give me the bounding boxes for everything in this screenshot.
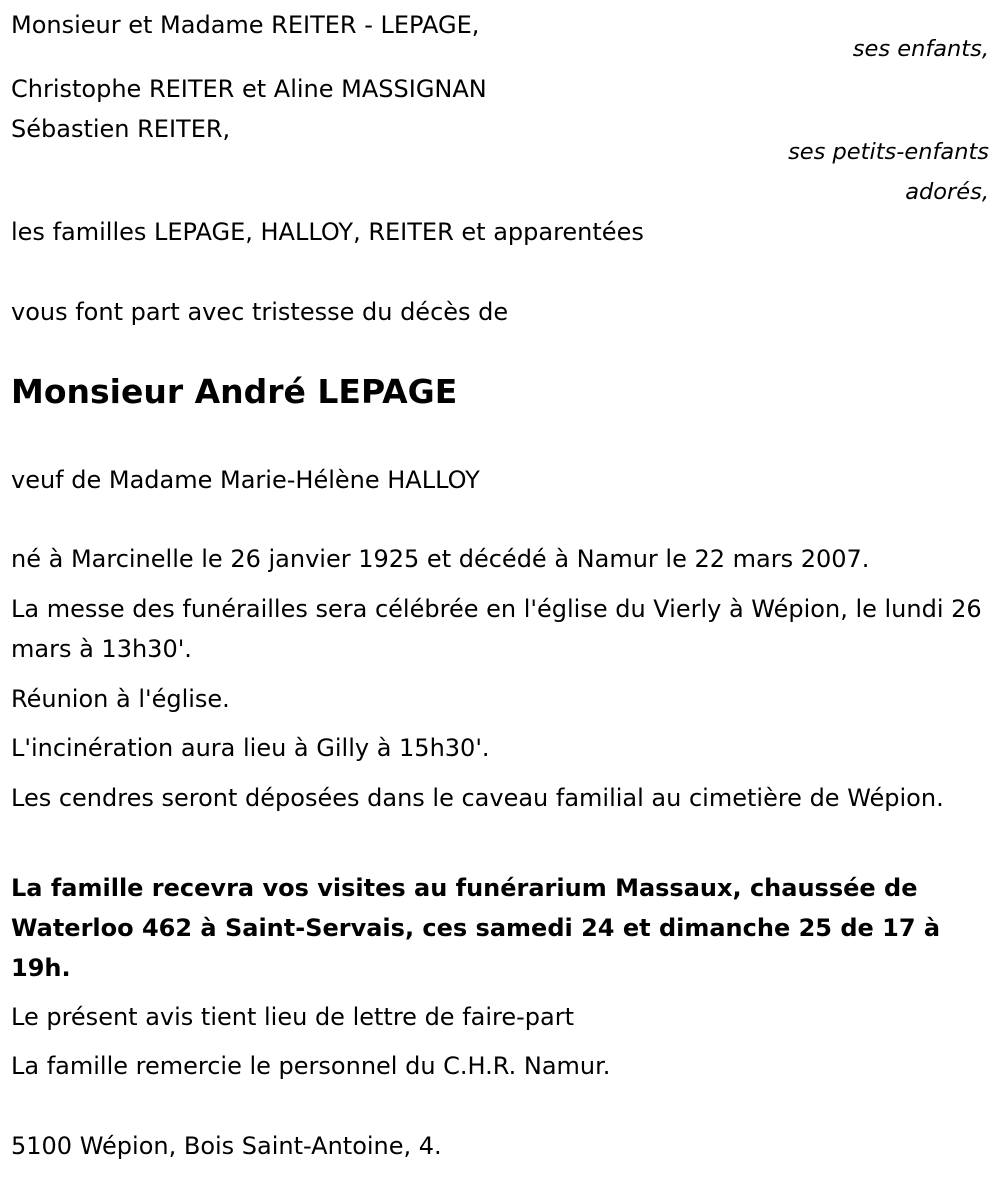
- family-relatives-line: les familles LEPAGE, HALLOY, REITER et apparentées: [11, 218, 644, 246]
- announcement-line: vous font part avec tristesse du décès de: [11, 298, 509, 326]
- reunion-line: Réunion à l'église.: [11, 685, 230, 713]
- visits-paragraph: La famille recevra vos visites au funérarium Massaux, chaussée de Waterloo 462 à Saint-Servais, ces samedi 24 et dimanche 25 de 17 à 19h.: [11, 874, 941, 982]
- address-line: 5100 Wépion, Bois Saint-Antoine, 4.: [11, 1132, 442, 1160]
- role-grandchildren: ses petits-enfants: [788, 139, 989, 165]
- deceased-name: Monsieur André LEPAGE: [11, 372, 458, 411]
- family-grandchild-2: Sébastien REITER,: [11, 115, 231, 143]
- ashes-paragraph: Les cendres seront déposées dans le caveau familial au cimetière de Wépion.: [11, 784, 944, 812]
- widow-of-line: veuf de Madame Marie-Hélène HALLOY: [11, 466, 480, 494]
- birth-death-line: né à Marcinelle le 26 janvier 1925 et décédé à Namur le 22 mars 2007.: [11, 545, 870, 573]
- notice-line: Le présent avis tient lieu de lettre de faire-part: [11, 1003, 575, 1031]
- incineration-line: L'incinération aura lieu à Gilly à 15h30'.: [11, 734, 490, 762]
- role-children: ses enfants,: [852, 36, 989, 62]
- thanks-line: La famille remercie le personnel du C.H.R. Namur.: [11, 1052, 611, 1080]
- funeral-mass-paragraph: La messe des funérailles sera célébrée en l'église du Vierly à Wépion, le lundi 26 mars à 13h30'.: [11, 595, 982, 663]
- role-grandchildren-adored: adorés,: [905, 179, 989, 205]
- family-grandchild-1: Christophe REITER et Aline MASSIGNAN: [11, 75, 487, 103]
- family-children-line: Monsieur et Madame REITER - LEPAGE,: [11, 11, 480, 39]
